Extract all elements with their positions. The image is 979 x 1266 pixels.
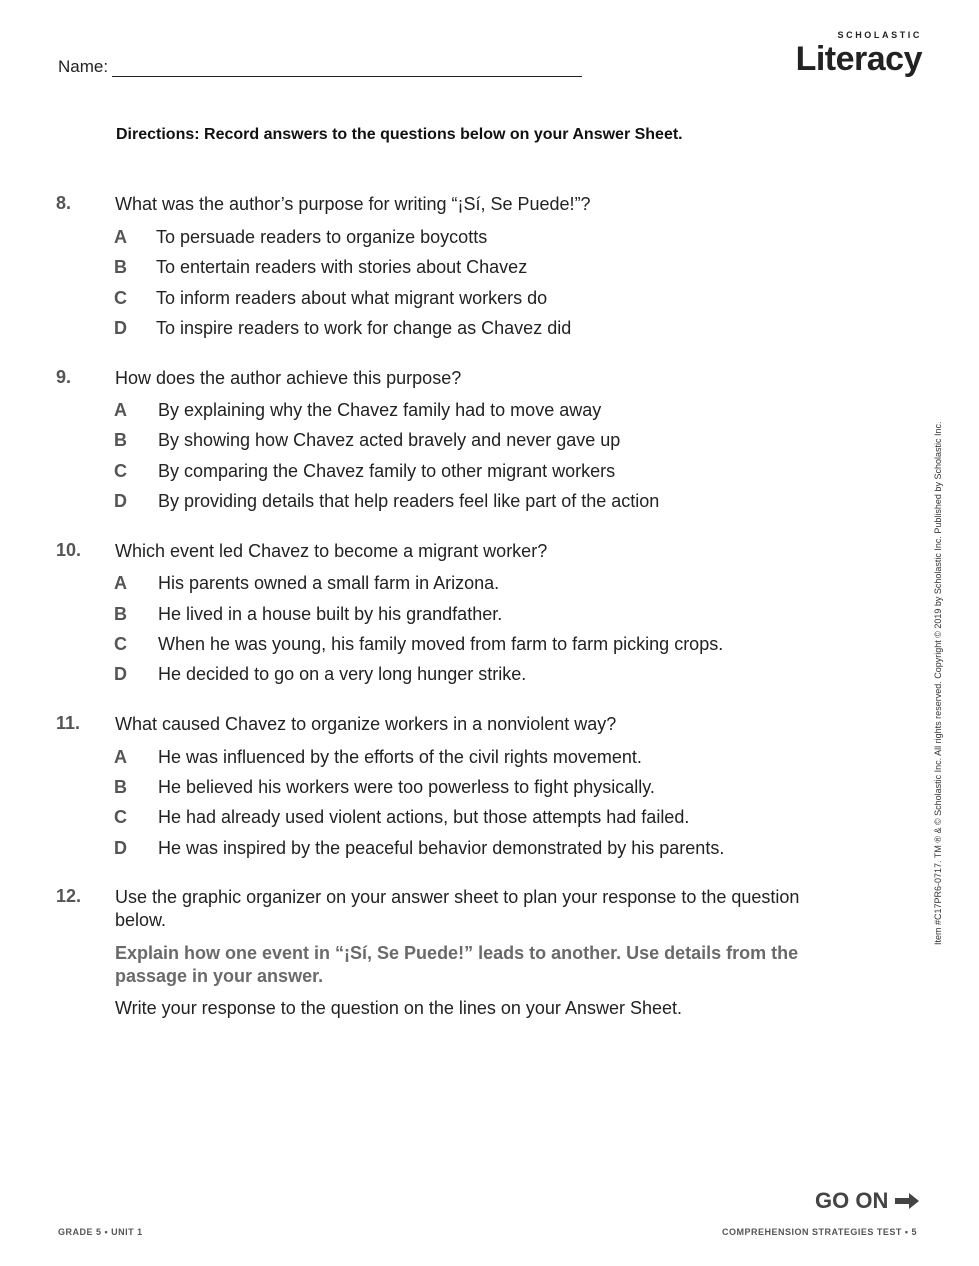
- directions: Directions: Record answers to the questions below on your Answer Sheet.: [116, 126, 683, 143]
- option-letter: A: [114, 227, 127, 247]
- go-on-label: GO ON: [815, 1188, 889, 1213]
- option-text: He had already used violent actions, but those attempts had failed.: [158, 807, 690, 827]
- option-letter: A: [114, 573, 127, 593]
- option-letter: A: [114, 400, 127, 420]
- question-number: 12.: [56, 886, 82, 906]
- question-text: What caused Chavez to organize workers in a nonviolent way?: [115, 714, 617, 734]
- option-text: By explaining why the Chavez family had to move away: [158, 400, 602, 420]
- question-text: Which event led Chavez to become a migrant worker?: [115, 541, 548, 561]
- option-letter: D: [114, 838, 127, 858]
- footer-test-page: COMPREHENSION STRATEGIES TEST • 5: [722, 1227, 918, 1237]
- option-letter: B: [114, 430, 127, 450]
- question-number: 8.: [56, 193, 72, 213]
- option-text: He was inspired by the peaceful behavior demonstrated by his parents.: [158, 838, 725, 858]
- option-letter: B: [114, 257, 127, 277]
- response-instruction: Write your response to the question on the lines on your Answer Sheet.: [115, 998, 682, 1018]
- option-letter: D: [114, 318, 127, 338]
- option-text: To entertain readers with stories about Chavez: [156, 257, 528, 277]
- question-number: 11.: [56, 713, 81, 733]
- option-text: To persuade readers to organize boycotts: [156, 227, 488, 247]
- logo-top-text: SCHOLASTIC: [837, 30, 922, 40]
- footer-grade-unit: GRADE 5 • UNIT 1: [58, 1227, 143, 1237]
- option-letter: B: [114, 604, 127, 624]
- option-letter: D: [114, 491, 127, 511]
- option-letter: B: [114, 777, 127, 797]
- question-number: 10.: [56, 540, 82, 560]
- option-text: By showing how Chavez acted bravely and never gave up: [158, 430, 621, 450]
- option-letter: C: [114, 288, 127, 308]
- scholastic-literacy-logo: [787, 30, 922, 76]
- option-letter: C: [114, 461, 127, 481]
- go-on-indicator: [815, 1188, 920, 1214]
- option-letter: D: [114, 664, 127, 684]
- name-field-row: [58, 57, 582, 77]
- option-text: He believed his workers were too powerless to fight physically.: [158, 777, 655, 797]
- question-text: How does the author achieve this purpose?: [115, 368, 462, 388]
- option-letter: A: [114, 747, 127, 767]
- logo-main-text: Literacy: [795, 40, 922, 78]
- name-label: Name:: [58, 57, 109, 76]
- name-line[interactable]: [112, 59, 582, 77]
- option-text: His parents owned a small farm in Arizona.: [158, 573, 500, 593]
- question-prompt: Explain how one event in “¡Sí, Se Puede!” leads to another. Use details from the passage in your answer.: [115, 943, 799, 986]
- option-text: By providing details that help readers feel like part of the action: [158, 491, 660, 511]
- option-letter: C: [114, 634, 127, 654]
- arrow-right-icon: [894, 1191, 920, 1211]
- question-number: 9.: [56, 367, 72, 387]
- copyright-note: Item #C17PR6-0717. TM ® & © Scholastic Inc. All rights reserved. Copyright © 2019 by Scholastic Inc. Published by Scholastic Inc.: [933, 421, 943, 945]
- option-text: He decided to go on a very long hunger strike.: [158, 664, 527, 684]
- option-text: To inspire readers to work for change as Chavez did: [156, 318, 572, 338]
- option-text: To inform readers about what migrant workers do: [156, 288, 548, 308]
- option-text: He lived in a house built by his grandfather.: [158, 604, 503, 624]
- option-text: When he was young, his family moved from farm to farm picking crops.: [158, 634, 724, 654]
- option-text: By comparing the Chavez family to other migrant workers: [158, 461, 616, 481]
- option-text: He was influenced by the efforts of the civil rights movement.: [158, 747, 642, 767]
- question-text: What was the author’s purpose for writing “¡Sí, Se Puede!”?: [115, 194, 591, 214]
- question-text: Use the graphic organizer on your answer sheet to plan your response to the question below.: [115, 887, 800, 930]
- option-letter: C: [114, 807, 127, 827]
